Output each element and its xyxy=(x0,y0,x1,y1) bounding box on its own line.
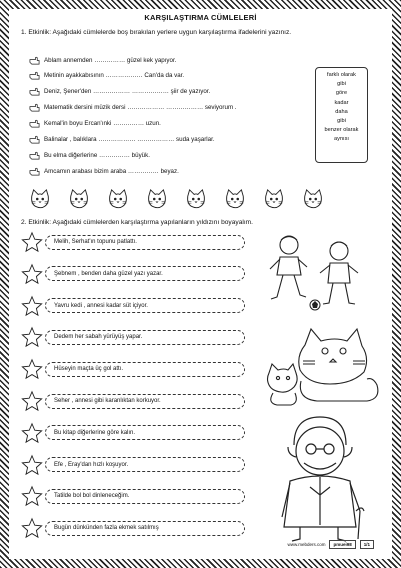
exercise-2-instruction: 2. Etkinlik: Aşağıdaki cümlelerden karşılaştırma yapılanların yıldızını boyayalım. xyxy=(21,219,253,226)
exercise-2-sentence: Yavru kedi , annesi kadar süt içiyor. xyxy=(54,302,148,309)
exercise-1-sentence: Metinin ayakkabısının ……………… Can'da da var. xyxy=(44,72,185,80)
exercise-1-row[interactable] xyxy=(29,101,237,115)
exercise-2-row[interactable] xyxy=(21,517,245,539)
star-icon[interactable] xyxy=(21,326,43,348)
sentence-box xyxy=(45,489,245,504)
exercise-1-sentence: Deniz, Şener'den ……………… ……………… şiir de yazıyor. xyxy=(44,88,211,96)
exercise-1-row[interactable] xyxy=(29,53,176,67)
cat-face-icon xyxy=(68,188,90,210)
word-option: benzer olarak xyxy=(324,127,359,134)
sentence-box xyxy=(45,235,245,250)
sentence-box xyxy=(45,298,245,313)
exercise-2-row[interactable] xyxy=(21,390,245,412)
word-option: gibi xyxy=(337,81,346,88)
exercise-2-sentence: Şebnem , benden daha güzel yazı yazar. xyxy=(54,270,163,277)
exercise-2-sentence: Melih, Serhat'ın topunu patlattı. xyxy=(54,239,137,245)
cat-face-icon xyxy=(185,188,207,210)
exercise-1-sentence: Matematik dersini müzik dersi ……………… ……………… seviyorum . xyxy=(44,104,237,112)
footer xyxy=(287,540,374,549)
star-icon[interactable] xyxy=(21,422,43,444)
exercise-2-row[interactable] xyxy=(21,231,245,253)
exercise-1-row[interactable] xyxy=(29,69,184,83)
exercise-2-row[interactable] xyxy=(21,358,245,380)
exercise-1-row[interactable] xyxy=(29,85,210,99)
star-icon[interactable] xyxy=(21,295,43,317)
exercise-2-sentence: Seher , annesi gibi karanlıktan korkuyor. xyxy=(54,398,161,404)
exercise-2-row[interactable] xyxy=(21,295,245,317)
cat-row xyxy=(29,188,324,210)
word-option: farklı olarak xyxy=(327,72,356,78)
page-title: KARŞILAŞTIRMA CÜMLELERİ xyxy=(144,13,257,22)
footer-site: www.mebders.com xyxy=(287,542,326,547)
word-option: kadar xyxy=(334,99,349,106)
exercise-2-row[interactable] xyxy=(21,454,245,476)
pointing-hand-icon xyxy=(29,166,40,177)
pointing-hand-icon xyxy=(29,55,40,66)
exercise-2-sentence: Dedem her sabah yürüyüş yapar. xyxy=(54,334,143,341)
pointing-hand-icon xyxy=(29,70,40,81)
star-icon[interactable] xyxy=(21,263,43,285)
word-option: göre xyxy=(335,90,348,97)
star-icon[interactable] xyxy=(21,358,43,380)
star-icon[interactable] xyxy=(21,231,43,253)
exercise-2-row[interactable] xyxy=(21,326,245,348)
pointing-hand-icon xyxy=(29,150,40,161)
sentence-box xyxy=(45,394,245,409)
cat-face-icon xyxy=(224,188,246,210)
exercise-2-row[interactable] xyxy=(21,422,245,444)
exercise-1-row[interactable] xyxy=(29,133,215,147)
exercise-1-row[interactable] xyxy=(29,164,179,178)
grandfather-illustration xyxy=(264,411,374,543)
sentence-box xyxy=(45,425,245,440)
pointing-hand-icon xyxy=(29,118,40,129)
sentence-box xyxy=(45,362,245,377)
cat-face-icon xyxy=(29,188,51,210)
footer-badge: pmuei98 xyxy=(329,540,355,549)
worksheet xyxy=(9,9,392,559)
exercise-1-sentence: Bu elma diğerlerine …………… büyük. xyxy=(44,151,150,159)
exercise-2-sentence: Tatilde bol bol dinleneceğim. xyxy=(54,493,130,500)
exercise-1-sentence: Ablam annemden …………… güzel kek yapıyor. xyxy=(44,56,177,64)
star-icon[interactable] xyxy=(21,517,43,539)
star-icon[interactable] xyxy=(21,390,43,412)
word-box xyxy=(315,67,368,163)
star-icon[interactable] xyxy=(21,454,43,476)
cat-face-icon xyxy=(146,188,168,210)
cat-face-icon xyxy=(302,188,324,210)
pointing-hand-icon xyxy=(29,102,40,113)
exercise-1-sentence: Kemal'in boyu Ercan'ınki …………… uzun. xyxy=(44,120,161,128)
word-option: aynısı xyxy=(334,136,349,143)
cat-face-icon xyxy=(107,188,129,210)
exercise-2-sentence: Efe , Eray'dan hızlı koşuyor. xyxy=(54,461,129,468)
sentence-box xyxy=(45,266,245,281)
exercise-1-row[interactable] xyxy=(29,117,161,131)
pointing-hand-icon xyxy=(29,86,40,97)
footer-page: 1/1 xyxy=(360,540,374,549)
word-option: gibi xyxy=(337,118,346,125)
boys-playing-illustration xyxy=(261,231,371,313)
cat-face-icon xyxy=(263,188,285,210)
exercise-2-sentence: Bugün dünkünden fazla ekmek satılmış xyxy=(54,525,159,532)
exercise-1-sentence: Balinalar , balıklara ……………… ……………… suda yaşarlar. xyxy=(44,136,215,143)
star-icon[interactable] xyxy=(21,485,43,507)
sentence-box xyxy=(45,330,245,345)
exercise-2-row[interactable] xyxy=(21,485,245,507)
exercise-2-sentence: Bu kitap diğerlerine göre kalın. xyxy=(54,429,136,436)
word-option: daha xyxy=(335,108,348,115)
cats-illustration xyxy=(255,321,383,409)
exercise-1-row[interactable] xyxy=(29,148,150,162)
pointing-hand-icon xyxy=(29,134,40,145)
exercise-2-row[interactable] xyxy=(21,263,245,285)
exercise-2-sentence: Hüseyin maçta üç gol attı. xyxy=(54,366,124,373)
sentence-box xyxy=(45,521,245,536)
exercise-1-sentence: Amcamın arabası bizim araba …………… beyaz. xyxy=(44,167,179,175)
sentence-box xyxy=(45,457,245,472)
exercise-1-instruction: 1. Etkinlik: Aşağıdaki cümlelerde boş bırakılan yerlere uygun karşılaştırma ifadelerini yazınız. xyxy=(21,29,292,36)
